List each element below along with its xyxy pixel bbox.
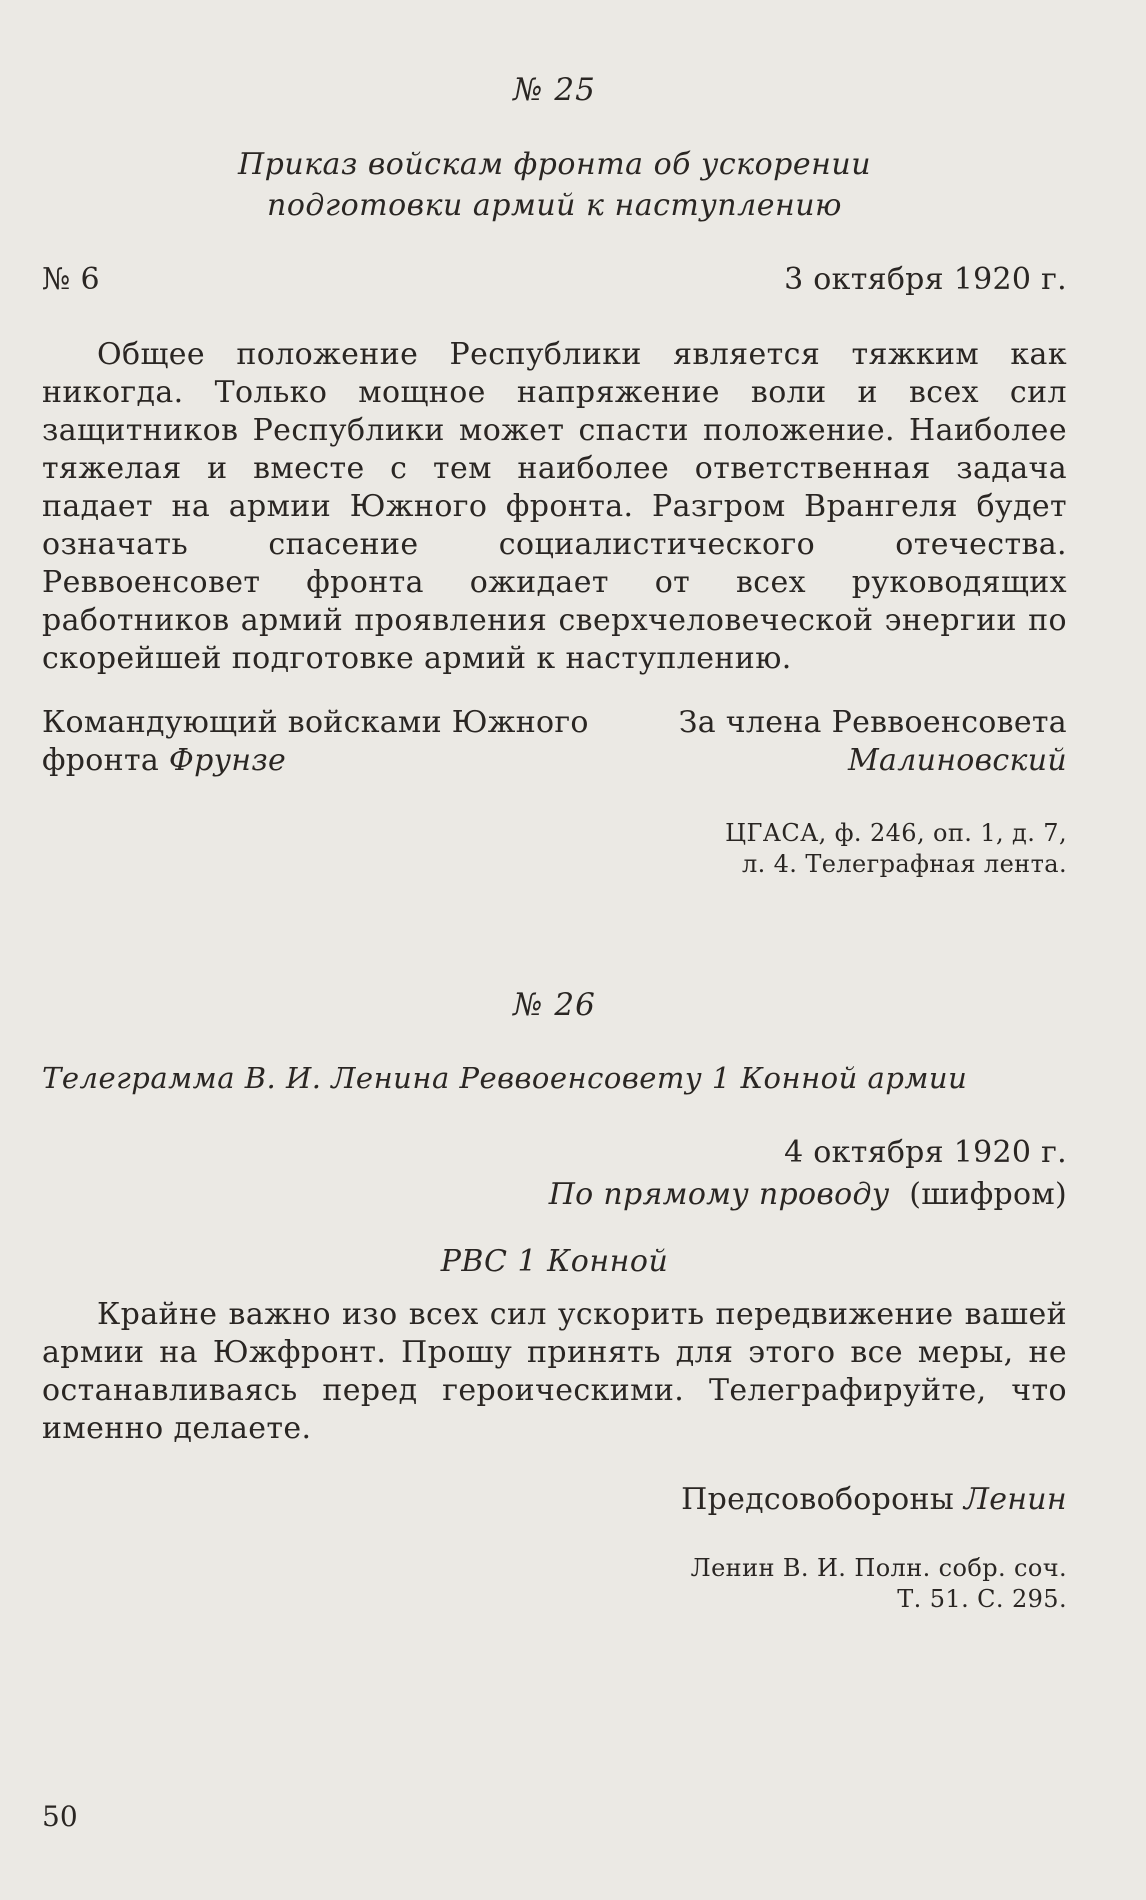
doc25-body-text: Общее положение Республики является тяжким как никогда. Только мощное напряжение воли и всех сил защитников Республики может спасти положение. Наиболее тяжелая и вместе с тем наиболее ответственная задача падает на армии Южного фронта. Разгром Врангеля будет означать спасение социалистического отечества. Реввоенсовет фронта ожидает от всех руководящих работников армий проявления сверхчеловеческой энергии по скорейшей подготовке армий к наступлению. bbox=[42, 337, 1067, 676]
doc26-signature bbox=[42, 1482, 1067, 1517]
doc26-channel-line bbox=[42, 1174, 1067, 1216]
doc26-source-reference bbox=[42, 1553, 1067, 1615]
doc26-body-text: Крайне важно изо всех сил ускорить передвижение вашей армии на Южфронт. Прошу принять для этого все меры, не останавливаясь перед героическими. Телеграфируйте, что именно делаете. bbox=[42, 1297, 1067, 1446]
doc26-source-line1: Ленин В. И. Полн. собр. соч. bbox=[690, 1554, 1067, 1582]
doc26-channel: По прямому проводу bbox=[548, 1177, 890, 1212]
doc25-header-row bbox=[42, 262, 1067, 297]
doc26-signature-name: Ленин bbox=[963, 1482, 1067, 1517]
doc25-signature-left-prefix: фронта bbox=[42, 743, 160, 778]
doc25-archive-line2: л. 4. Телеграфная лента. bbox=[741, 850, 1067, 878]
doc25-signature-left-line2 bbox=[42, 742, 589, 780]
doc26-body bbox=[42, 1296, 1067, 1448]
doc25-number: № 25 bbox=[513, 72, 596, 108]
doc25-title-line2: подготовки армий к наступлению bbox=[267, 188, 842, 223]
page-number: 50 bbox=[42, 1800, 78, 1833]
doc25-signature-left-line1: Командующий войсками Южного bbox=[42, 705, 589, 740]
doc26-source-line2: Т. 51. С. 295. bbox=[897, 1585, 1067, 1613]
doc25-order-number: № 6 bbox=[42, 262, 100, 297]
doc25-signature-right-name: Малиновский bbox=[848, 743, 1067, 778]
doc25-title bbox=[42, 144, 1067, 226]
doc25-signature-left-name: Фрунзе bbox=[168, 743, 287, 778]
doc26-date: 4 октября 1920 г. bbox=[784, 1135, 1067, 1170]
doc25-signature-left bbox=[42, 704, 589, 780]
doc25-signature-right bbox=[679, 704, 1067, 780]
doc26-channel-note: (шифром) bbox=[909, 1177, 1067, 1212]
doc25-signature-right-line1: За члена Реввоенсовета bbox=[678, 705, 1067, 740]
doc25-body bbox=[42, 336, 1067, 678]
doc25-date: 3 октября 1920 г. bbox=[784, 262, 1067, 297]
doc26-meta bbox=[42, 1132, 1067, 1216]
doc26-signature-prefix: Предсовобороны bbox=[681, 1482, 955, 1517]
doc25-title-line1: Приказ войскам фронта об ускорении bbox=[237, 147, 872, 182]
doc26-addressee: РВС 1 Конной bbox=[440, 1244, 669, 1279]
doc26-title: Телеграмма В. И. Ленина Реввоенсовету 1 Конной армии bbox=[42, 1061, 968, 1095]
doc25-archive-reference bbox=[42, 818, 1067, 880]
doc26-number: № 26 bbox=[513, 987, 596, 1023]
doc25-archive-line1: ЦГАСА, ф. 246, оп. 1, д. 7, bbox=[725, 819, 1067, 847]
